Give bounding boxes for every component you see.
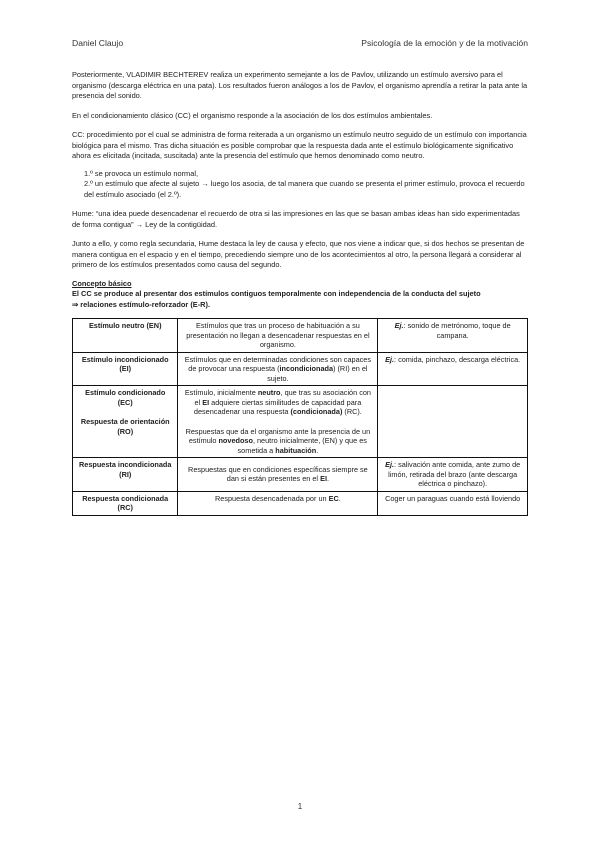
definition-cell: Estímulos que en determinadas condiciones son capaces de provocar una respuesta (incondicionada) (RI) en el sujeto. bbox=[178, 352, 378, 385]
steps-list bbox=[84, 169, 528, 201]
term-cell: Respuesta condicionada (RC) bbox=[73, 491, 178, 515]
section-title: Concepto básico bbox=[72, 278, 132, 288]
term-cell: Estímulo condicionado (EC) Respuesta de orientación (RO) bbox=[73, 386, 178, 458]
definition-cell: Estímulos que tras un proceso de habituación a su presentación no llegan a desencadenar respuestas en el organismo. bbox=[178, 319, 378, 352]
concept-line-2: ⇒ relaciones estímulo-reforzador (E-R). bbox=[72, 299, 211, 309]
paragraph-cc-procedure: CC: procedimiento por el cual se administra de forma reiterada a un organismo un estímulo neutro seguido de un estímulo con importancia biológica para el mismo. Tras dicha situación es posible comprobar que la respuesta dada ante el estímulo biológicamente significativo ahora es elicitada (incitada, suscitada) ante la presencia del estímulo que hemos denominado como neutro. bbox=[72, 130, 527, 161]
header-subject: Psicología de la emoción y de la motivación bbox=[361, 38, 528, 48]
concept-line-1: El CC se produce al presentar dos estímulos contiguos temporalmente con independencia de la conducta del sujeto bbox=[72, 289, 481, 299]
term-cell: Respuesta incondicionada (RI) bbox=[73, 458, 178, 491]
concepts-table bbox=[72, 318, 528, 515]
table-row bbox=[73, 386, 528, 458]
paragraph-cc-definition-short: En el condicionamiento clásico (CC) el organismo responde a la asociación de los dos estímulos ambientales. bbox=[72, 110, 433, 120]
definition-cell: Respuestas que en condiciones específicas siempre se dan si están presentes en el EI. bbox=[178, 458, 378, 491]
list-item: 2.º un estímulo que afecte al sujeto → luego los asocia, de tal manera que cuando se presenta el primer estímulo, provoca el recuerdo del estímulo asociado (el 2.º). bbox=[84, 179, 525, 199]
paragraph-hume-quote: Hume: “una idea puede desencadenar el recuerdo de otra si las impresiones en las que se basan ambas ideas han sido experimentadas de forma contigua” → Ley de la contigüidad. bbox=[72, 209, 520, 229]
paragraph-hume-causality: Junto a ello, y como regla secundaria, Hume destaca la ley de causa y efecto, que nos viene a indicar que, si dos hechos se presentan de manera contigua en el espacio y en el tiempo, precediendo siempre uno de los acontecimientos al otro, la persona llegará a considerar al primero de los estímulos presentados como causa del segundo. bbox=[72, 239, 525, 270]
paragraph-bechterev: Posteriormente, VLADIMIR BECHTEREV realiza un experimento semejante a los de Pavlov, utilizando un estímulo aversivo para el organismo (descarga eléctrica en una pata). Los resultados fueron análogos a los de Pavlov, el organismo aprendía a retirar la pata ante la presencia del sonido. bbox=[72, 70, 528, 101]
example-cell: Ej.: salivación ante comida, ante zumo de limón, retirada del brazo (ante descarga eléctrica o pinchazo). bbox=[378, 458, 528, 491]
example-cell: Ej.: comida, pinchazo, descarga eléctrica. bbox=[378, 352, 528, 385]
definition-cell: Respuesta desencadenada por un EC. bbox=[178, 491, 378, 515]
table-row bbox=[73, 458, 528, 491]
table-row bbox=[73, 319, 528, 352]
term-cell: Estímulo neutro (EN) bbox=[73, 319, 178, 352]
page-content bbox=[72, 70, 528, 516]
table-row bbox=[73, 352, 528, 385]
page-number: 1 bbox=[297, 802, 303, 811]
example-cell bbox=[378, 386, 528, 458]
table-row bbox=[73, 491, 528, 515]
example-cell: Coger un paraguas cuando está lloviendo bbox=[378, 491, 528, 515]
term-cell: Estímulo incondicionado (EI) bbox=[73, 352, 178, 385]
list-item: 1.º se provoca un estímulo normal, bbox=[84, 168, 199, 178]
definition-cell: Estímulo, inicialmente neutro, que tras su asociación con el EI adquiere ciertas similitudes de capacidad para desencadenar una respuesta (condicionada) (RC). Respuestas que da el organismo ante la presencia de un estímulo novedoso, neutro inicialmente, (EN) y que es sometida a habituación. bbox=[178, 386, 378, 458]
example-cell: Ej.: sonido de metrónomo, toque de campana. bbox=[378, 319, 528, 352]
header-author: Daniel Claujo bbox=[72, 38, 124, 48]
